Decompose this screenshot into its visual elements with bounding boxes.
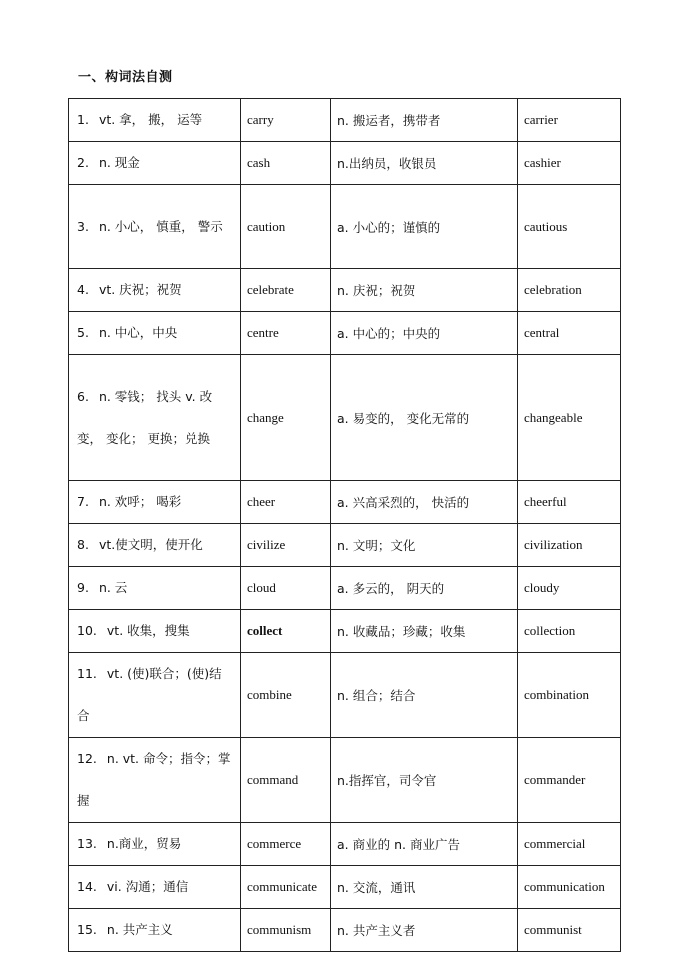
derived-meaning-cell: n. 搬运者，携带者: [331, 99, 518, 142]
word-cell: cheer: [241, 481, 331, 524]
meaning-cell: [69, 142, 241, 185]
derived-word-cell: civilization: [518, 524, 621, 567]
word-cell: celebrate: [241, 269, 331, 312]
derived-word-cell: cheerful: [518, 481, 621, 524]
derived-word-cell: cloudy: [518, 567, 621, 610]
derived-word-cell: commander: [518, 738, 621, 823]
meaning-cell: [69, 269, 241, 312]
derived-meaning-cell: a. 多云的， 阴天的: [331, 567, 518, 610]
meaning-cell: [69, 99, 241, 142]
row-number: 6.: [77, 388, 89, 404]
table-row: [69, 185, 621, 269]
word-meaning: n. 现金: [98, 155, 140, 170]
derived-meaning-cell: n. 交流，通讯: [331, 866, 518, 909]
table-row: [69, 524, 621, 567]
word-meaning: n. 小心， 慎重， 警示: [98, 218, 223, 234]
word-cell: communism: [241, 909, 331, 952]
row-number: 1.: [77, 112, 89, 127]
table-row: [69, 866, 621, 909]
row-number: 11.: [77, 666, 97, 681]
meaning-cell: [69, 524, 241, 567]
row-number: 3.: [77, 218, 89, 234]
word-cell: centre: [241, 312, 331, 355]
word-meaning: n. 零钱； 找头 v. 改变， 变化； 更换；兑换: [77, 388, 213, 446]
derived-meaning-cell: n. 庆祝；祝贺: [331, 269, 518, 312]
row-number: 14.: [77, 879, 97, 894]
row-number: 4.: [77, 282, 89, 297]
section-heading: 一、构词法自测: [78, 70, 173, 85]
word-meaning: vt.使文明，使开化: [98, 537, 203, 552]
meaning-cell: [69, 653, 241, 738]
table-row: [69, 823, 621, 866]
row-number: 5.: [77, 325, 89, 340]
derived-meaning-cell: a. 易变的， 变化无常的: [331, 355, 518, 481]
meaning-cell: [69, 567, 241, 610]
meaning-cell: [69, 185, 241, 269]
row-number: 13.: [77, 836, 97, 851]
row-number: 15.: [77, 922, 97, 937]
word-meaning: vt. (使)联合；(使)结合: [77, 666, 222, 723]
meaning-cell: [69, 610, 241, 653]
derived-meaning-cell: a. 兴高采烈的， 快活的: [331, 481, 518, 524]
derived-meaning-cell: n. 组合；结合: [331, 653, 518, 738]
derived-meaning-cell: n.指挥官，司令官: [331, 738, 518, 823]
derived-meaning-cell: a. 中心的；中央的: [331, 312, 518, 355]
derived-word-cell: central: [518, 312, 621, 355]
derived-meaning-cell: n. 共产主义者: [331, 909, 518, 952]
word-meaning: vt. 庆祝；祝贺: [98, 282, 182, 297]
table-row: [69, 653, 621, 738]
derived-meaning-cell: n.出纳员，收银员: [331, 142, 518, 185]
word-meaning: vt. 收集，搜集: [106, 623, 190, 638]
row-number: 12.: [77, 751, 97, 766]
meaning-cell: [69, 909, 241, 952]
row-number: 8.: [77, 537, 89, 552]
table-row: [69, 269, 621, 312]
vocabulary-table: [68, 98, 621, 952]
table-row: [69, 738, 621, 823]
derived-meaning-cell: n. 收藏品；珍藏；收集: [331, 610, 518, 653]
word-meaning: vt. 拿， 搬， 运等: [98, 112, 203, 127]
derived-word-cell: cautious: [518, 185, 621, 269]
derived-word-cell: communication: [518, 866, 621, 909]
row-number: 7.: [77, 494, 89, 509]
derived-word-cell: carrier: [518, 99, 621, 142]
meaning-cell: [69, 312, 241, 355]
table-row: [69, 909, 621, 952]
word-cell: command: [241, 738, 331, 823]
word-meaning: n. vt. 命令；指令；掌握: [77, 751, 231, 808]
row-number: 2.: [77, 155, 89, 170]
meaning-cell: [69, 738, 241, 823]
word-cell: civilize: [241, 524, 331, 567]
meaning-cell: [69, 481, 241, 524]
derived-word-cell: commercial: [518, 823, 621, 866]
word-cell: communicate: [241, 866, 331, 909]
table-row: [69, 312, 621, 355]
word-meaning: n.商业，贸易: [106, 836, 182, 851]
derived-word-cell: collection: [518, 610, 621, 653]
word-cell: cash: [241, 142, 331, 185]
table-row: [69, 355, 621, 481]
derived-word-cell: combination: [518, 653, 621, 738]
derived-meaning-cell: a. 小心的；谨慎的: [331, 185, 518, 269]
derived-meaning-cell: n. 文明；文化: [331, 524, 518, 567]
table-row: [69, 567, 621, 610]
row-number: 9.: [77, 580, 89, 595]
word-cell: cloud: [241, 567, 331, 610]
word-meaning: n. 共产主义: [106, 922, 173, 937]
word-cell: collect: [241, 610, 331, 653]
word-cell: change: [241, 355, 331, 481]
derived-word-cell: changeable: [518, 355, 621, 481]
derived-word-cell: communist: [518, 909, 621, 952]
table-row: [69, 481, 621, 524]
derived-word-cell: cashier: [518, 142, 621, 185]
row-number: 10.: [77, 623, 97, 638]
derived-meaning-cell: a. 商业的 n. 商业广告: [331, 823, 518, 866]
derived-word-cell: celebration: [518, 269, 621, 312]
table-row: [69, 142, 621, 185]
meaning-cell: [69, 823, 241, 866]
table-row: [69, 610, 621, 653]
word-meaning: n. 云: [98, 580, 128, 595]
meaning-cell: [69, 355, 241, 481]
word-cell: carry: [241, 99, 331, 142]
word-cell: caution: [241, 185, 331, 269]
word-cell: combine: [241, 653, 331, 738]
word-cell: commerce: [241, 823, 331, 866]
word-meaning: n. 欢呼； 喝彩: [98, 494, 182, 509]
word-meaning: n. 中心，中央: [98, 325, 178, 340]
table-row: [69, 99, 621, 142]
meaning-cell: [69, 866, 241, 909]
word-meaning: vi. 沟通；通信: [106, 879, 189, 894]
